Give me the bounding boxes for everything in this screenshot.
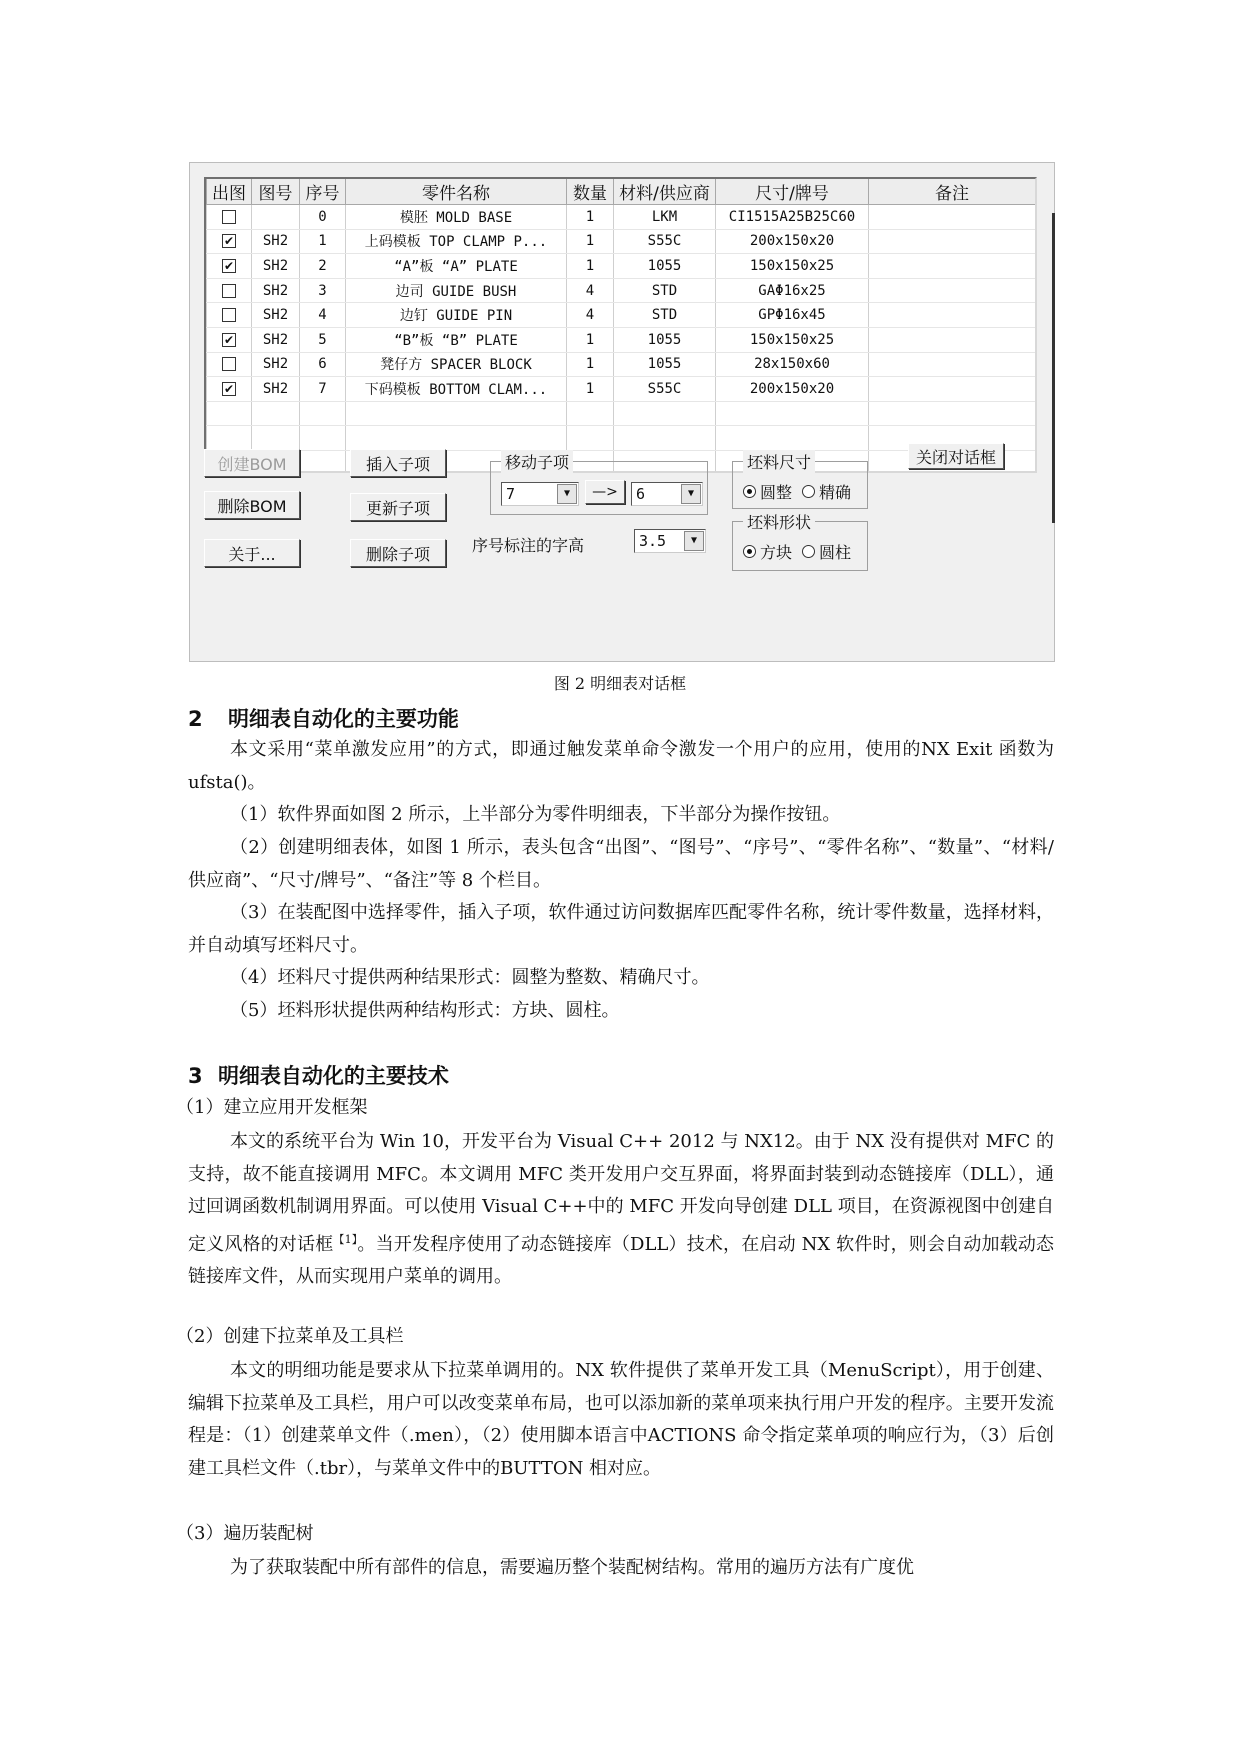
- draw-checkbox-cell[interactable]: [207, 352, 252, 377]
- unchecked-checkbox-icon[interactable]: [222, 284, 236, 298]
- drawing-no-cell: SH2: [252, 278, 300, 303]
- draw-checkbox-cell[interactable]: [207, 229, 252, 254]
- note-cell: [869, 327, 1036, 352]
- section-3-para-2: 本文的明细功能是要求从下拉菜单调用的。NX 软件提供了菜单开发工具（MenuScript），用于创建、编辑下拉菜单及工具栏，用户可以改变菜单布局，也可以添加新的菜单项来执行用户开发的程序。主要开发流程是：（1）创建菜单文件（.men），（2）使用脚本语言中ACTIONS 命令指定菜单项的响应行为，（3）后创建工具栏文件（.tbr），与菜单文件中的BUTTON 相对应。: [188, 1360, 1054, 1479]
- table-row[interactable]: [207, 327, 1036, 352]
- seq-cell: 5: [300, 327, 346, 352]
- col-header-material[interactable]: 材料/供应商: [614, 179, 716, 205]
- blank-shape-cylinder-label: 圆柱: [819, 543, 852, 562]
- blank-size-exact-radio[interactable]: [802, 485, 815, 498]
- size-cell: 200x150x20: [716, 229, 869, 254]
- material-cell: 1055: [614, 254, 716, 279]
- section-2-item-2: （2）创建明细表体，如图 1 所示，表头包含“出图”、“图号”、“序号”、“零件名称”、“数量”、“材料/供应商”、“尺寸/牌号”、“备注”等 8 个栏目。: [188, 837, 1054, 891]
- blank-shape-block-radio[interactable]: [743, 545, 756, 558]
- part-name-cell: 凳仔方 SPACER BLOCK: [346, 352, 567, 377]
- move-to-value: 6: [636, 485, 646, 503]
- section-2-item-1: （1）软件界面如图 2 所示，上半部分为零件明细表，下半部分为操作按钮。: [230, 804, 841, 825]
- bom-table: [206, 179, 1036, 473]
- update-child-button[interactable]: 更新子项: [350, 493, 446, 521]
- bom-dialog-figure: [189, 162, 1055, 662]
- empty-cell: [346, 426, 567, 451]
- seq-cell: 3: [300, 278, 346, 303]
- section-3-number: 3: [188, 1064, 203, 1088]
- seq-cell: 6: [300, 352, 346, 377]
- drawing-no-cell: SH2: [252, 327, 300, 352]
- blank-size-exact-label: 精确: [819, 483, 852, 502]
- material-cell: LKM: [614, 205, 716, 230]
- table-row[interactable]: [207, 278, 1036, 303]
- draw-checkbox-cell[interactable]: [207, 254, 252, 279]
- figure-caption: 图 2 明细表对话框: [553, 674, 687, 693]
- size-cell: 200x150x20: [716, 377, 869, 402]
- part-name-cell: 上码模板 TOP CLAMP P...: [346, 229, 567, 254]
- seq-font-height-value: 3.5: [639, 532, 667, 550]
- section-2-item-5: （5）坯料形状提供两种结构形式：方块、圆柱。: [230, 1000, 620, 1021]
- section-2-item-4: （4）坯料尺寸提供两种结果形式：圆整为整数、精确尺寸。: [230, 967, 710, 988]
- move-to-select[interactable]: [631, 482, 703, 506]
- bom-grid[interactable]: [204, 177, 1037, 473]
- qty-cell: 1: [567, 377, 614, 402]
- section-2-heading: [188, 703, 459, 733]
- create-bom-button[interactable]: 创建BOM: [204, 449, 300, 477]
- checked-checkbox-icon[interactable]: ✔: [223, 381, 235, 396]
- material-cell: STD: [614, 278, 716, 303]
- table-row[interactable]: [207, 377, 1036, 402]
- move-from-select[interactable]: [501, 482, 579, 506]
- col-header-draw[interactable]: 出图: [207, 179, 252, 205]
- empty-cell: [716, 426, 869, 451]
- part-name-cell: 模胚 MOLD BASE: [346, 205, 567, 230]
- seq-cell: 1: [300, 229, 346, 254]
- unchecked-checkbox-icon[interactable]: [222, 357, 236, 371]
- blank-shape-cylinder-radio[interactable]: [802, 545, 815, 558]
- empty-cell: [614, 426, 716, 451]
- part-name-cell: “B”板 “B” PLATE: [346, 327, 567, 352]
- drawing-no-cell: SH2: [252, 229, 300, 254]
- section-3-heading: [188, 1060, 449, 1090]
- blank-size-group: [732, 453, 868, 509]
- material-cell: STD: [614, 303, 716, 328]
- empty-cell: [207, 426, 252, 451]
- col-header-note[interactable]: 备注: [869, 179, 1036, 205]
- window-edge: [1052, 213, 1055, 523]
- note-cell: [869, 205, 1036, 230]
- col-header-part-name[interactable]: 零件名称: [346, 179, 567, 205]
- size-cell: 150x150x25: [716, 327, 869, 352]
- table-row[interactable]: [207, 303, 1036, 328]
- chevron-down-icon[interactable]: ▼: [684, 531, 704, 551]
- qty-cell: 1: [567, 327, 614, 352]
- col-header-qty[interactable]: 数量: [567, 179, 614, 205]
- draw-checkbox-cell[interactable]: [207, 327, 252, 352]
- section-3-para-3: 为了获取装配中所有部件的信息，需要遍历整个装配树结构。常用的遍历方法有广度优: [230, 1557, 914, 1578]
- blank-size-round-label: 圆整: [760, 483, 793, 502]
- drawing-no-cell: SH2: [252, 303, 300, 328]
- empty-cell: [300, 426, 346, 451]
- section-2-item-3: （3）在装配图中选择零件，插入子项，软件通过访问数据库匹配零件名称，统计零件数量，选择材料，并自动填写坯料尺寸。: [188, 902, 1054, 956]
- blank-size-round-radio[interactable]: [743, 485, 756, 498]
- move-child-group-title: 移动子项: [501, 450, 573, 473]
- empty-cell: [252, 426, 300, 451]
- grid-header-row: [207, 179, 1036, 205]
- para-1-text-b: 。当开发程序使用了动态链接库（DLL）技术，在启动 NX 软件时，则会自动加载动态链接库文件，从而实现用户菜单的调用。: [188, 1233, 1055, 1288]
- draw-checkbox-cell[interactable]: [207, 278, 252, 303]
- seq-cell: 4: [300, 303, 346, 328]
- move-from-value: 7: [506, 485, 516, 503]
- empty-cell: [614, 401, 716, 426]
- size-cell: 28x150x60: [716, 352, 869, 377]
- unchecked-checkbox-icon[interactable]: [222, 210, 236, 224]
- table-row[interactable]: [207, 205, 1036, 230]
- subsection-1-heading: （1）建立应用开发框架: [176, 1097, 368, 1118]
- subsection-2-heading: （2）创建下拉菜单及工具栏: [176, 1326, 404, 1347]
- seq-font-height-label: 序号标注的字高: [472, 536, 585, 555]
- draw-checkbox-cell[interactable]: [207, 205, 252, 230]
- empty-cell: [207, 401, 252, 426]
- about-button[interactable]: 关于...: [204, 539, 300, 567]
- blank-shape-group-title: 坯料形状: [743, 510, 815, 533]
- col-header-seq[interactable]: 序号: [300, 179, 346, 205]
- empty-cell: [300, 401, 346, 426]
- subsection-3-heading: （3）遍历装配树: [176, 1523, 314, 1544]
- insert-child-button[interactable]: 插入子项: [350, 449, 446, 477]
- unchecked-checkbox-icon[interactable]: [222, 308, 236, 322]
- seq-font-height-select[interactable]: [634, 529, 706, 553]
- col-header-drawing-no[interactable]: 图号: [252, 179, 300, 205]
- note-cell: [869, 352, 1036, 377]
- section-2-number: 2: [188, 707, 203, 731]
- drawing-no-cell: [252, 205, 300, 230]
- move-child-group: [490, 453, 708, 515]
- qty-cell: 1: [567, 254, 614, 279]
- empty-cell: [869, 401, 1036, 426]
- table-row[interactable]: [207, 352, 1036, 377]
- table-row[interactable]: [207, 254, 1036, 279]
- note-cell: [869, 377, 1036, 402]
- drawing-no-cell: SH2: [252, 377, 300, 402]
- section-2-intro: 本文采用“菜单激发应用”的方式，即通过触发菜单命令激发一个用户的应用，使用的NX Exit 函数为 ufsta()。: [188, 739, 1054, 793]
- empty-cell: [567, 426, 614, 451]
- section-3-para-1: [188, 1126, 1054, 1294]
- empty-cell: [567, 401, 614, 426]
- checked-checkbox-icon[interactable]: ✔: [223, 234, 235, 249]
- part-name-cell: 边司 GUIDE BUSH: [346, 278, 567, 303]
- material-cell: S55C: [614, 229, 716, 254]
- material-cell: 1055: [614, 327, 716, 352]
- seq-cell: 7: [300, 377, 346, 402]
- size-cell: GPΦ16x45: [716, 303, 869, 328]
- checked-checkbox-icon[interactable]: ✔: [223, 258, 235, 273]
- draw-checkbox-cell[interactable]: [207, 377, 252, 402]
- note-cell: [869, 303, 1036, 328]
- note-cell: [869, 254, 1036, 279]
- empty-cell: [346, 401, 567, 426]
- qty-cell: 4: [567, 303, 614, 328]
- part-name-cell: “A”板 “A” PLATE: [346, 254, 567, 279]
- seq-cell: 0: [300, 205, 346, 230]
- empty-cell: [300, 450, 346, 473]
- empty-cell: [716, 401, 869, 426]
- empty-table-row[interactable]: [207, 401, 1036, 426]
- note-cell: [869, 229, 1036, 254]
- qty-cell: 1: [567, 229, 614, 254]
- size-cell: 150x150x25: [716, 254, 869, 279]
- citation-ref[interactable]: 【1】: [333, 1232, 358, 1246]
- para-1-text-a: 本文的系统平台为 Win 10，开发平台为 Visual C++ 2012 与 NX12。由于 NX 没有提供对 MFC 的支持，故不能直接调用 MFC。本文调用 MFC 类开发用户交互界面，将界面封装到动态链接库（DLL），通过回调函数机制调用界面。可以使用 Visual C++中的 MFC 开发向导创建 DLL 项目，在资源视图中创建自定义风格的对话框: [188, 1131, 1054, 1255]
- delete-bom-button[interactable]: 删除BOM: [204, 491, 300, 519]
- section-3-title: 明细表自动化的主要技术: [217, 1064, 449, 1088]
- blank-shape-block-label: 方块: [760, 543, 793, 562]
- qty-cell: 1: [567, 205, 614, 230]
- chevron-down-icon[interactable]: ▼: [681, 484, 701, 504]
- draw-checkbox-cell[interactable]: [207, 303, 252, 328]
- qty-cell: 1: [567, 352, 614, 377]
- checked-checkbox-icon[interactable]: ✔: [223, 332, 235, 347]
- blank-shape-group: [732, 513, 868, 571]
- col-header-size[interactable]: 尺寸/牌号: [716, 179, 869, 205]
- blank-size-group-title: 坯料尺寸: [743, 450, 815, 473]
- empty-cell: [252, 401, 300, 426]
- drawing-no-cell: SH2: [252, 254, 300, 279]
- note-cell: [869, 278, 1036, 303]
- table-row[interactable]: [207, 229, 1036, 254]
- move-arrow-button[interactable]: —>: [585, 480, 625, 504]
- size-cell: GAΦ16x25: [716, 278, 869, 303]
- size-cell: CI1515A25B25C60: [716, 205, 869, 230]
- part-name-cell: 边钉 GUIDE PIN: [346, 303, 567, 328]
- delete-child-button[interactable]: 删除子项: [350, 539, 446, 567]
- material-cell: S55C: [614, 377, 716, 402]
- drawing-no-cell: SH2: [252, 352, 300, 377]
- qty-cell: 4: [567, 278, 614, 303]
- chevron-down-icon[interactable]: ▼: [557, 484, 577, 504]
- material-cell: 1055: [614, 352, 716, 377]
- close-dialog-button[interactable]: 关闭对话框: [908, 443, 1004, 469]
- part-name-cell: 下码模板 BOTTOM CLAM...: [346, 377, 567, 402]
- section-2-title: 明细表自动化的主要功能: [227, 707, 459, 731]
- seq-cell: 2: [300, 254, 346, 279]
